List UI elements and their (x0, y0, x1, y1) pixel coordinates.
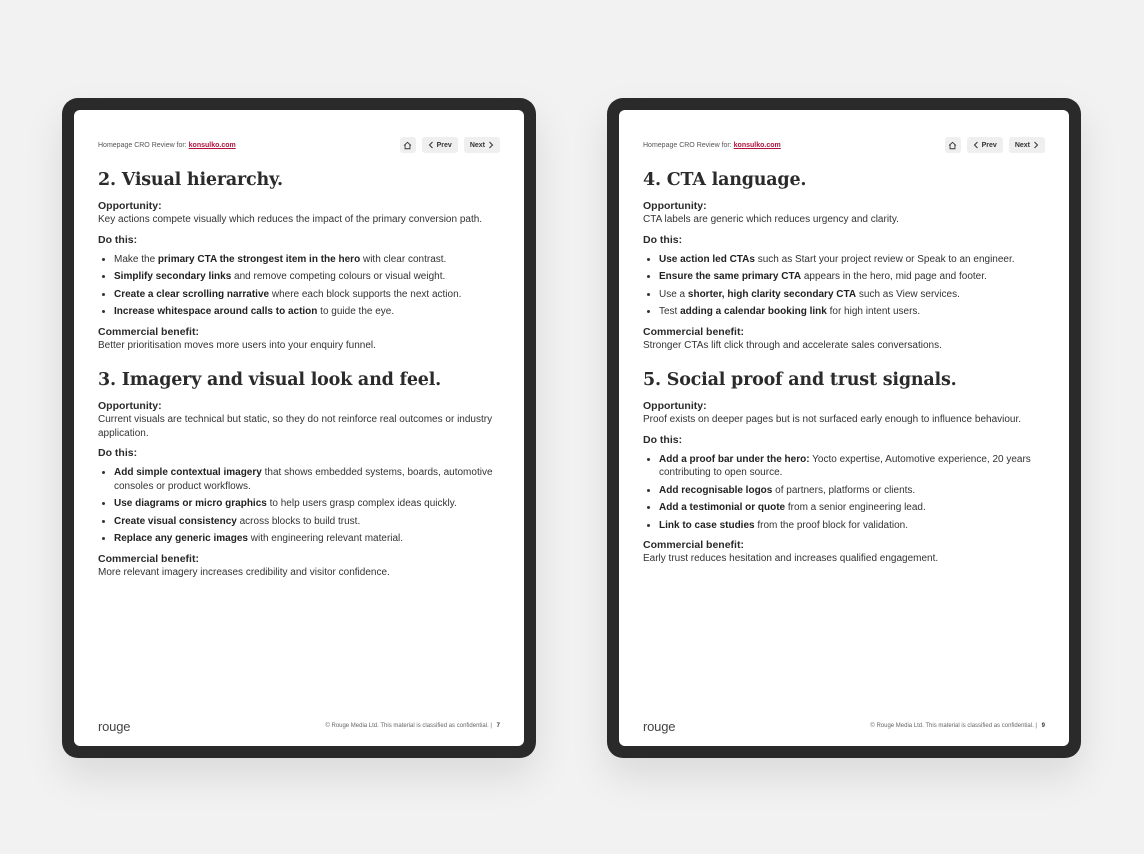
prev-label: Prev (436, 141, 452, 149)
chevron-left-icon (973, 141, 979, 149)
section-title: 3. Imagery and visual look and feel. (98, 370, 442, 391)
review-prefix: Homepage CRO Review for: (643, 141, 732, 149)
list-item: • Increase whitespace around calls to action to guide the eye. (114, 305, 504, 319)
tablet-right (607, 98, 1081, 758)
page-screen (74, 110, 524, 746)
benefit-label: Commercial benefit: (643, 325, 744, 338)
do-this-label: Do this: (643, 433, 683, 446)
list-item: • Create a clear scrolling narrative where each block supports the next action. (114, 288, 504, 302)
home-icon (948, 141, 957, 150)
list-item: • Add a proof bar under the hero: Yocto expertise, Automotive experience, 20 years contributing to open source. (659, 453, 1049, 480)
prev-label: Prev (981, 141, 997, 149)
list-item: • Ensure the same primary CTA appears in the hero, mid page and footer. (659, 270, 1049, 284)
list-item: • Make the primary CTA the strongest item in the hero with clear contrast. (114, 253, 504, 267)
page-footer (643, 716, 1045, 736)
home-button[interactable] (945, 137, 961, 153)
action-list (98, 253, 504, 319)
chevron-left-icon (428, 141, 434, 149)
opportunity-label: Opportunity: (98, 200, 162, 213)
action-list (643, 253, 1049, 319)
section-visual-hierarchy (98, 170, 504, 352)
chevron-right-icon (1033, 141, 1039, 149)
rouge-logo: rouge (98, 718, 131, 734)
next-label: Next (469, 141, 485, 149)
review-prefix: Homepage CRO Review for: (98, 141, 187, 149)
page-number: 7 (496, 723, 500, 729)
opportunity-text: Key actions compete visually which reduces the impact of the primary conversion path. (98, 214, 483, 226)
home-icon (403, 141, 412, 150)
benefit-text: More relevant imagery increases credibility and visitor confidence. (98, 566, 390, 578)
copyright-note (325, 723, 500, 729)
benefit-label: Commercial benefit: (98, 325, 199, 338)
page-nav (400, 137, 500, 153)
prev-button[interactable] (422, 137, 458, 153)
list-item: • Test adding a calendar booking link for high intent users. (659, 305, 1049, 319)
opportunity-label: Opportunity: (643, 400, 707, 413)
list-item: • Create visual consistency across blocks to build trust. (114, 515, 504, 529)
tablet-left (62, 98, 536, 758)
list-item: • Add recognisable logos of partners, platforms or clients. (659, 484, 1049, 498)
review-label (98, 142, 236, 149)
site-link[interactable]: konsulko.com (733, 141, 781, 149)
benefit-label: Commercial benefit: (98, 552, 199, 565)
do-this-label: Do this: (98, 233, 138, 246)
section-social-proof (643, 370, 1049, 566)
next-button[interactable] (1009, 137, 1045, 153)
benefit-text: Stronger CTAs lift click through and accelerate sales conversations. (643, 339, 942, 351)
list-item: • Use a shorter, high clarity secondary CTA such as View services. (659, 288, 1049, 302)
section-imagery (98, 370, 504, 579)
page-nav (945, 137, 1045, 153)
action-list (643, 453, 1049, 533)
section-title: 4. CTA language. (643, 170, 807, 190)
home-button[interactable] (400, 137, 416, 153)
page-screen (619, 110, 1069, 746)
list-item: • Link to case studies from the proof block for validation. (659, 519, 1049, 533)
page-content (643, 170, 1049, 573)
separator: | (1035, 723, 1037, 729)
list-item: • Simplify secondary links and remove competing colours or visual weight. (114, 270, 504, 284)
page-number: 9 (1041, 723, 1045, 729)
section-title: 2. Visual hierarchy. (98, 170, 283, 190)
list-item: • Use action led CTAs such as Start your project review or Speak to an engineer. (659, 253, 1049, 267)
copyright-note (870, 723, 1045, 729)
do-this-label: Do this: (98, 447, 138, 460)
opportunity-label: Opportunity: (98, 400, 162, 413)
opportunity-text: Current visuals are technical but static, so they do not reinforce real outcomes or industry application. (98, 414, 493, 439)
opportunity-label: Opportunity: (643, 200, 707, 213)
benefit-label: Commercial benefit: (643, 539, 744, 552)
separator: | (490, 723, 492, 729)
list-item: • Add simple contextual imagery that shows embedded systems, boards, automotive consoles or product workflows. (114, 466, 504, 493)
page-content (98, 170, 504, 586)
prev-button[interactable] (967, 137, 1003, 153)
do-this-label: Do this: (643, 233, 683, 246)
next-button[interactable] (464, 137, 500, 153)
page-footer (98, 716, 500, 736)
section-cta-language (643, 170, 1049, 352)
page-header (643, 136, 1045, 154)
benefit-text: Early trust reduces hesitation and increases qualified engagement. (643, 553, 939, 565)
list-item: • Add a testimonial or quote from a senior engineering lead. (659, 501, 1049, 515)
action-list (98, 466, 504, 546)
rouge-logo: rouge (643, 718, 676, 734)
copyright-text: © Rouge Media Ltd. This material is classified as confidential. (870, 723, 1034, 729)
chevron-right-icon (488, 141, 494, 149)
opportunity-text: Proof exists on deeper pages but is not surfaced early enough to influence behaviour. (643, 414, 1022, 426)
site-link[interactable]: konsulko.com (188, 141, 236, 149)
list-item: • Replace any generic images with engineering relevant material. (114, 532, 504, 546)
page-header (98, 136, 500, 154)
copyright-text: © Rouge Media Ltd. This material is classified as confidential. (325, 723, 489, 729)
opportunity-text: CTA labels are generic which reduces urgency and clarity. (643, 214, 899, 226)
section-title: 5. Social proof and trust signals. (643, 370, 957, 391)
review-label (643, 142, 781, 149)
next-label: Next (1014, 141, 1030, 149)
benefit-text: Better prioritisation moves more users into your enquiry funnel. (98, 339, 376, 351)
list-item: • Use diagrams or micro graphics to help users grasp complex ideas quickly. (114, 497, 504, 511)
